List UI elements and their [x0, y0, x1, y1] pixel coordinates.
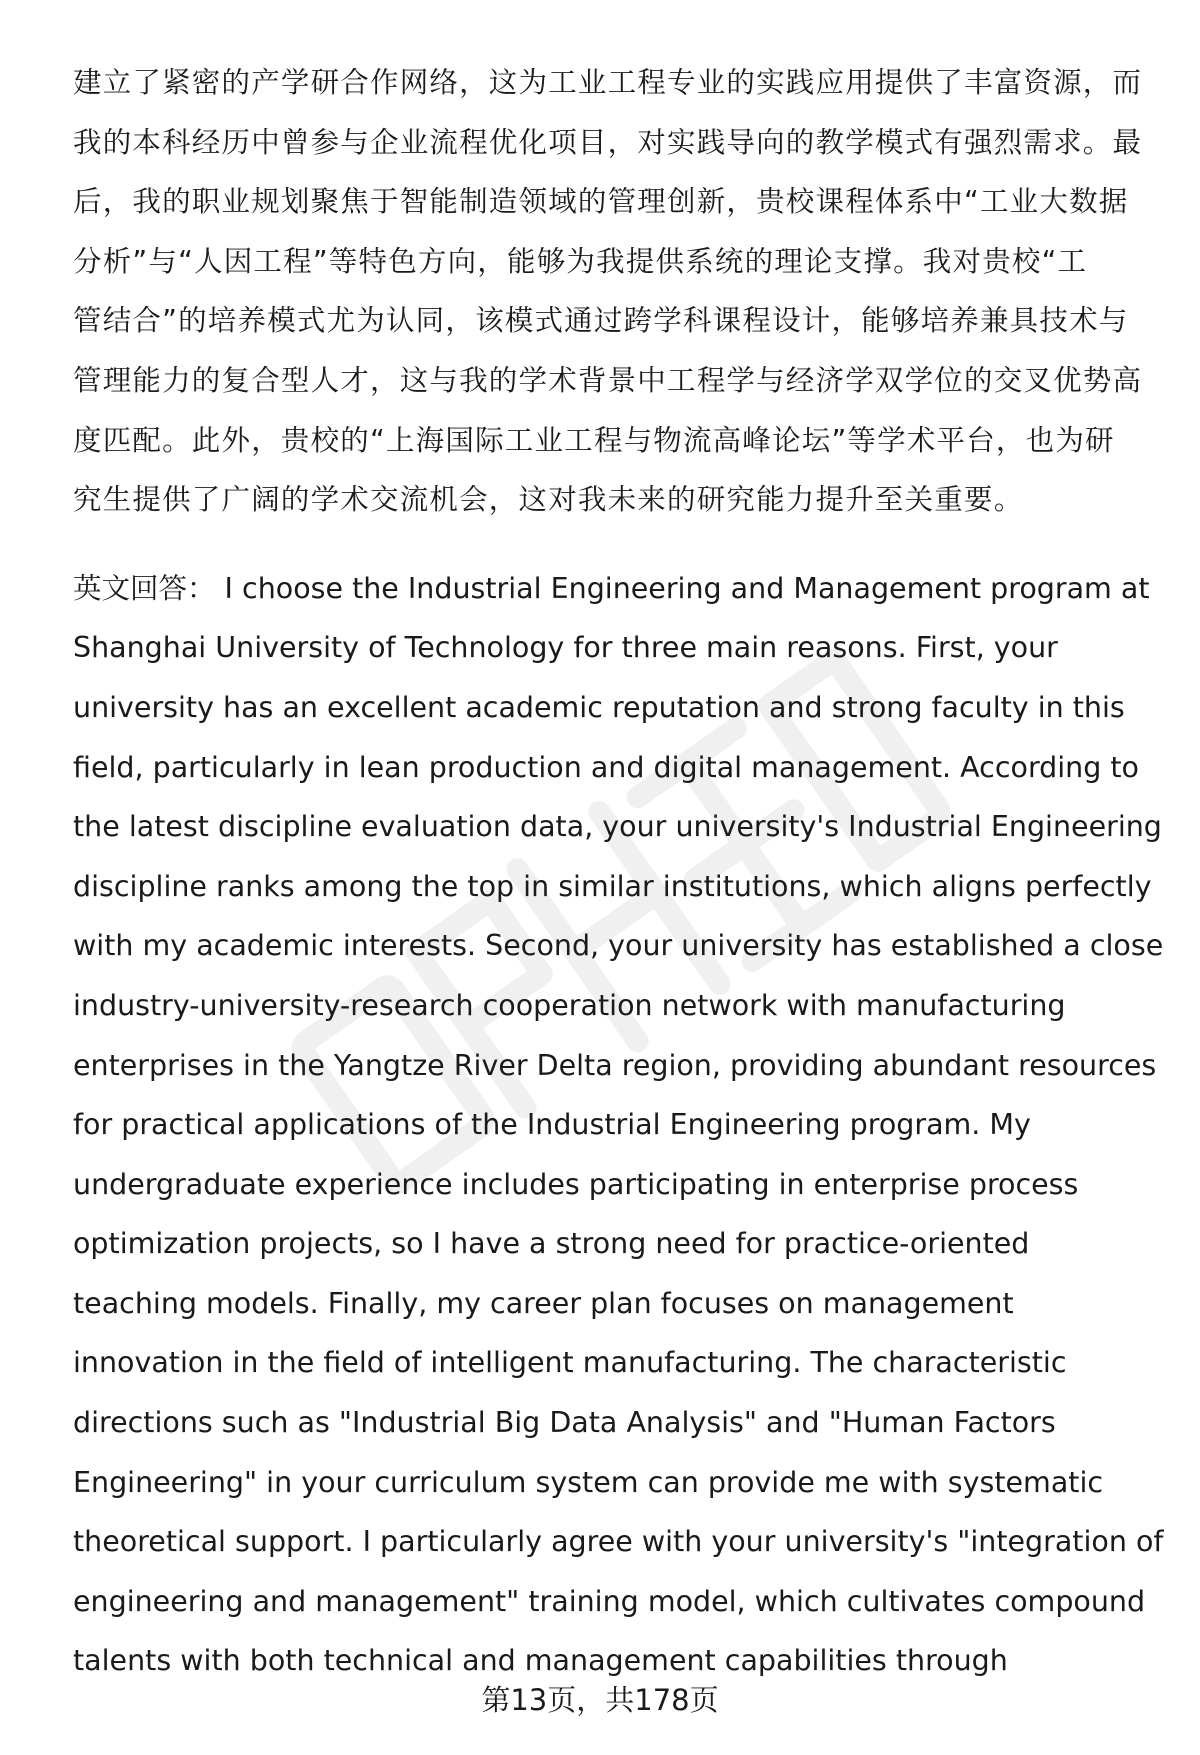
english-text-line: industry-university-research cooperation network with manufacturing	[73, 988, 1066, 1022]
english-text-line: engineering and management" training model, which cultivates compound	[73, 1584, 1146, 1618]
chinese-text-line: 后，我的职业规划聚焦于智能制造领域的管理创新，贵校课程体系中“工业大数据	[73, 185, 1129, 219]
english-text-line: Engineering" in your curriculum system can provide me with systematic	[73, 1465, 1104, 1499]
english-text-line: Shanghai University of Technology for three main reasons. First, your	[73, 631, 1058, 665]
english-text-line: optimization projects, so I have a strong need for practice-oriented	[73, 1227, 1030, 1261]
english-text-line: discipline ranks among the top in similar institutions, which aligns perfectly	[73, 869, 1152, 903]
english-text-line: directions such as "Industrial Big Data Analysis" and "Human Factors	[73, 1406, 1056, 1440]
english-text-line: for practical applications of the Industrial Engineering program. My	[73, 1108, 1031, 1142]
chinese-text-line: 究生提供了广阔的学术交流机会，这对我未来的研究能力提升至关重要。	[73, 483, 1024, 517]
chinese-text-line: 我的本科经历中曾参与企业流程优化项目，对实践导向的教学模式有强烈需求。最	[73, 125, 1143, 159]
chinese-text-line: 管结合”的培养模式尤为认同，该模式通过跨学科课程设计，能够培养兼具技术与	[73, 304, 1129, 338]
english-text-line: the latest discipline evaluation data, your university's Industrial Engineering	[73, 810, 1162, 844]
chinese-text-line: 管理能力的复合型人才，这与我的学术背景中工程学与经济学双学位的交叉优势高	[73, 363, 1143, 397]
page-number-footer: 第13页，共178页	[481, 1683, 719, 1717]
paragraph-gap	[73, 530, 1163, 559]
english-text-line: university has an excellent academic reputation and strong faculty in this	[73, 690, 1125, 724]
english-text-line: innovation in the field of intelligent manufacturing. The characteristic	[73, 1346, 1067, 1380]
english-text-line: undergraduate experience includes participating in enterprise process	[73, 1167, 1079, 1201]
english-text-line: teaching models. Finally, my career plan focuses on management	[73, 1286, 1014, 1320]
english-text-line: theoretical support. I particularly agree with your university's "integration of	[73, 1525, 1164, 1559]
english-text-line: enterprises in the Yangtze River Delta region, providing abundant resources	[73, 1048, 1157, 1082]
chinese-text-line: 度匹配。此外，贵校的“上海国际工业工程与物流高峰论坛”等学术平台，也为研	[73, 423, 1115, 457]
english-text-line: field, particularly in lean production and digital management. According to	[73, 750, 1139, 784]
chinese-text-line: 分析”与“人因工程”等特色方向，能够为我提供系统的理论支撑。我对贵校“工	[73, 244, 1088, 278]
english-text-line: 英文回答： I choose the Industrial Engineering and Management program at	[73, 571, 1150, 605]
body-text	[73, 53, 1163, 1691]
english-text-line: talents with both technical and management capabilities through	[73, 1644, 1008, 1678]
chinese-text-line: 建立了紧密的产学研合作网络，这为工业工程专业的实践应用提供了丰富资源，而	[73, 66, 1143, 99]
english-text-line: with my academic interests. Second, your university has established a close	[73, 929, 1164, 963]
